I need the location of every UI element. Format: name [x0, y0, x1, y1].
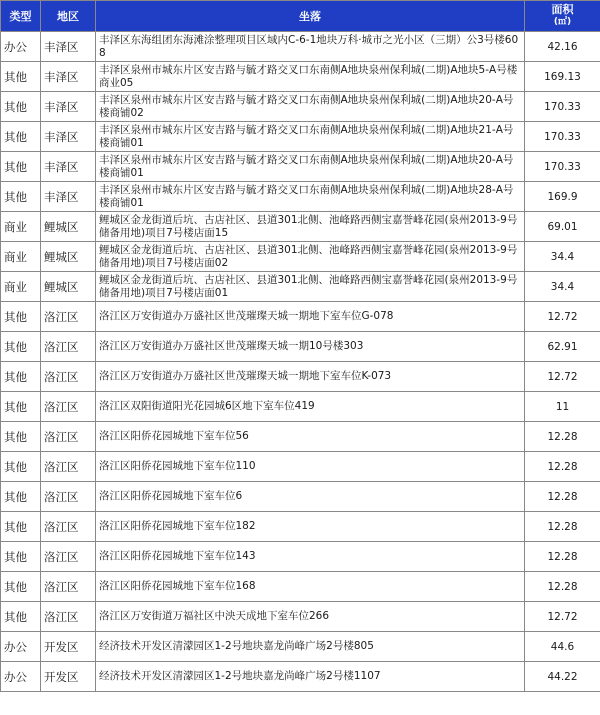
cell-area: 170.33 [525, 92, 600, 122]
cell-location: 鲤城区金龙街道后坑、古店社区、县道301北侧、池峰路西侧宝嘉誉峰花园(泉州2013-9号储备用地)项目7号楼店面15 [96, 212, 525, 242]
cell-area: 44.22 [525, 662, 600, 692]
table-row [1, 242, 600, 272]
cell-area: 12.72 [525, 362, 600, 392]
cell-location: 丰泽区泉州市城东片区安吉路与毓才路交叉口东南侧A地块泉州保利城(二期)A地块21-A号楼商铺01 [96, 122, 525, 152]
cell-district: 洛江区 [41, 362, 96, 392]
cell-type: 其他 [1, 362, 41, 392]
cell-type: 办公 [1, 662, 41, 692]
table-row [1, 212, 600, 242]
cell-area: 11 [525, 392, 600, 422]
cell-area: 12.28 [525, 482, 600, 512]
cell-type: 其他 [1, 452, 41, 482]
cell-district: 洛江区 [41, 332, 96, 362]
table-row [1, 452, 600, 482]
cell-area: 34.4 [525, 242, 600, 272]
header-area [525, 1, 600, 32]
table-row [1, 62, 600, 92]
cell-type: 其他 [1, 392, 41, 422]
cell-area: 12.72 [525, 602, 600, 632]
table-row [1, 392, 600, 422]
cell-type: 其他 [1, 62, 41, 92]
header-area-unit: (㎡) [553, 17, 572, 27]
cell-area: 62.91 [525, 332, 600, 362]
cell-location: 鲤城区金龙街道后坑、古店社区、县道301北侧、池峰路西侧宝嘉誉峰花园(泉州2013-9号储备用地)项目7号楼店面01 [96, 272, 525, 302]
cell-area: 44.6 [525, 632, 600, 662]
table-row [1, 332, 600, 362]
table-row [1, 362, 600, 392]
cell-area: 12.28 [525, 422, 600, 452]
cell-type: 其他 [1, 482, 41, 512]
cell-location: 丰泽区东海组团东海滩涂整理项目区域内C-6-1地块万科·城市之光小区（三期）公3号楼608 [96, 32, 525, 62]
cell-district: 洛江区 [41, 512, 96, 542]
cell-district: 丰泽区 [41, 152, 96, 182]
table-row [1, 422, 600, 452]
cell-district: 鲤城区 [41, 242, 96, 272]
cell-type: 办公 [1, 632, 41, 662]
table-row [1, 32, 600, 62]
cell-area: 170.33 [525, 122, 600, 152]
header-row [1, 1, 600, 32]
cell-area: 34.4 [525, 272, 600, 302]
header-type: 类型 [1, 1, 41, 32]
table-row [1, 482, 600, 512]
cell-type: 商业 [1, 272, 41, 302]
cell-type: 其他 [1, 182, 41, 212]
cell-location: 丰泽区泉州市城东片区安吉路与毓才路交叉口东南侧A地块泉州保利城(二期)A地块5-A号楼商业05 [96, 62, 525, 92]
cell-area: 69.01 [525, 212, 600, 242]
cell-district: 鲤城区 [41, 272, 96, 302]
cell-area: 169.13 [525, 62, 600, 92]
cell-area: 12.72 [525, 302, 600, 332]
table-header [1, 1, 600, 32]
cell-type: 其他 [1, 602, 41, 632]
cell-district: 洛江区 [41, 572, 96, 602]
cell-type: 商业 [1, 212, 41, 242]
cell-area: 42.16 [525, 32, 600, 62]
cell-type: 其他 [1, 122, 41, 152]
cell-district: 开发区 [41, 662, 96, 692]
cell-district: 开发区 [41, 632, 96, 662]
cell-area: 12.28 [525, 542, 600, 572]
cell-location: 洛江区阳侨花园城地下室车位143 [96, 542, 525, 572]
table-body [1, 32, 600, 692]
cell-location: 丰泽区泉州市城东片区安吉路与毓才路交叉口东南侧A地块泉州保利城(二期)A地块20-A号楼商铺02 [96, 92, 525, 122]
cell-type: 其他 [1, 422, 41, 452]
cell-type: 其他 [1, 92, 41, 122]
cell-area: 170.33 [525, 152, 600, 182]
table-row [1, 572, 600, 602]
header-district: 地区 [41, 1, 96, 32]
cell-district: 洛江区 [41, 542, 96, 572]
table-row [1, 152, 600, 182]
cell-location: 洛江区万安街道万福社区中泱天成地下室车位266 [96, 602, 525, 632]
table-row [1, 512, 600, 542]
cell-location: 洛江区阳侨花园城地下室车位168 [96, 572, 525, 602]
cell-location: 经济技术开发区清濛园区1-2号地块嘉龙尚峰广场2号楼1107 [96, 662, 525, 692]
cell-type: 其他 [1, 302, 41, 332]
cell-area: 12.28 [525, 512, 600, 542]
cell-location: 经济技术开发区清濛园区1-2号地块嘉龙尚峰广场2号楼805 [96, 632, 525, 662]
cell-district: 洛江区 [41, 482, 96, 512]
cell-district: 丰泽区 [41, 32, 96, 62]
cell-location: 洛江区万安街道办万盛社区世茂璀璨天城一期10号楼303 [96, 332, 525, 362]
table-row [1, 662, 600, 692]
table-row [1, 602, 600, 632]
cell-district: 丰泽区 [41, 62, 96, 92]
table-row [1, 632, 600, 662]
cell-location: 洛江区阳侨花园城地下室车位110 [96, 452, 525, 482]
cell-type: 其他 [1, 332, 41, 362]
cell-area: 12.28 [525, 572, 600, 602]
cell-location: 洛江区双阳街道阳光花园城6区地下室车位419 [96, 392, 525, 422]
cell-location: 洛江区阳侨花园城地下室车位6 [96, 482, 525, 512]
table-row [1, 542, 600, 572]
cell-type: 商业 [1, 242, 41, 272]
cell-area: 169.9 [525, 182, 600, 212]
cell-location: 洛江区阳侨花园城地下室车位56 [96, 422, 525, 452]
cell-area: 12.28 [525, 452, 600, 482]
cell-district: 洛江区 [41, 452, 96, 482]
cell-district: 洛江区 [41, 302, 96, 332]
cell-district: 洛江区 [41, 422, 96, 452]
table-row [1, 272, 600, 302]
cell-type: 办公 [1, 32, 41, 62]
cell-location: 洛江区阳侨花园城地下室车位182 [96, 512, 525, 542]
header-area-label: 面积 [551, 3, 574, 16]
cell-district: 丰泽区 [41, 182, 96, 212]
cell-district: 丰泽区 [41, 122, 96, 152]
cell-district: 洛江区 [41, 392, 96, 422]
cell-type: 其他 [1, 512, 41, 542]
table-row [1, 122, 600, 152]
cell-district: 鲤城区 [41, 212, 96, 242]
table-row [1, 302, 600, 332]
cell-district: 洛江区 [41, 602, 96, 632]
cell-location: 鲤城区金龙街道后坑、古店社区、县道301北侧、池峰路西侧宝嘉誉峰花园(泉州2013-9号储备用地)项目7号楼店面02 [96, 242, 525, 272]
cell-location: 丰泽区泉州市城东片区安吉路与毓才路交叉口东南侧A地块泉州保利城(二期)A地块20-A号楼商铺01 [96, 152, 525, 182]
cell-type: 其他 [1, 152, 41, 182]
cell-type: 其他 [1, 542, 41, 572]
table-row [1, 182, 600, 212]
cell-location: 洛江区万安街道办万盛社区世茂璀璨天城一期地下室车位G-078 [96, 302, 525, 332]
cell-type: 其他 [1, 572, 41, 602]
cell-location: 洛江区万安街道办万盛社区世茂璀璨天城一期地下室车位K-073 [96, 362, 525, 392]
header-location: 坐落 [96, 1, 525, 32]
cell-location: 丰泽区泉州市城东片区安吉路与毓才路交叉口东南侧A地块泉州保利城(二期)A地块28-A号楼商铺01 [96, 182, 525, 212]
table-row [1, 92, 600, 122]
cell-district: 丰泽区 [41, 92, 96, 122]
